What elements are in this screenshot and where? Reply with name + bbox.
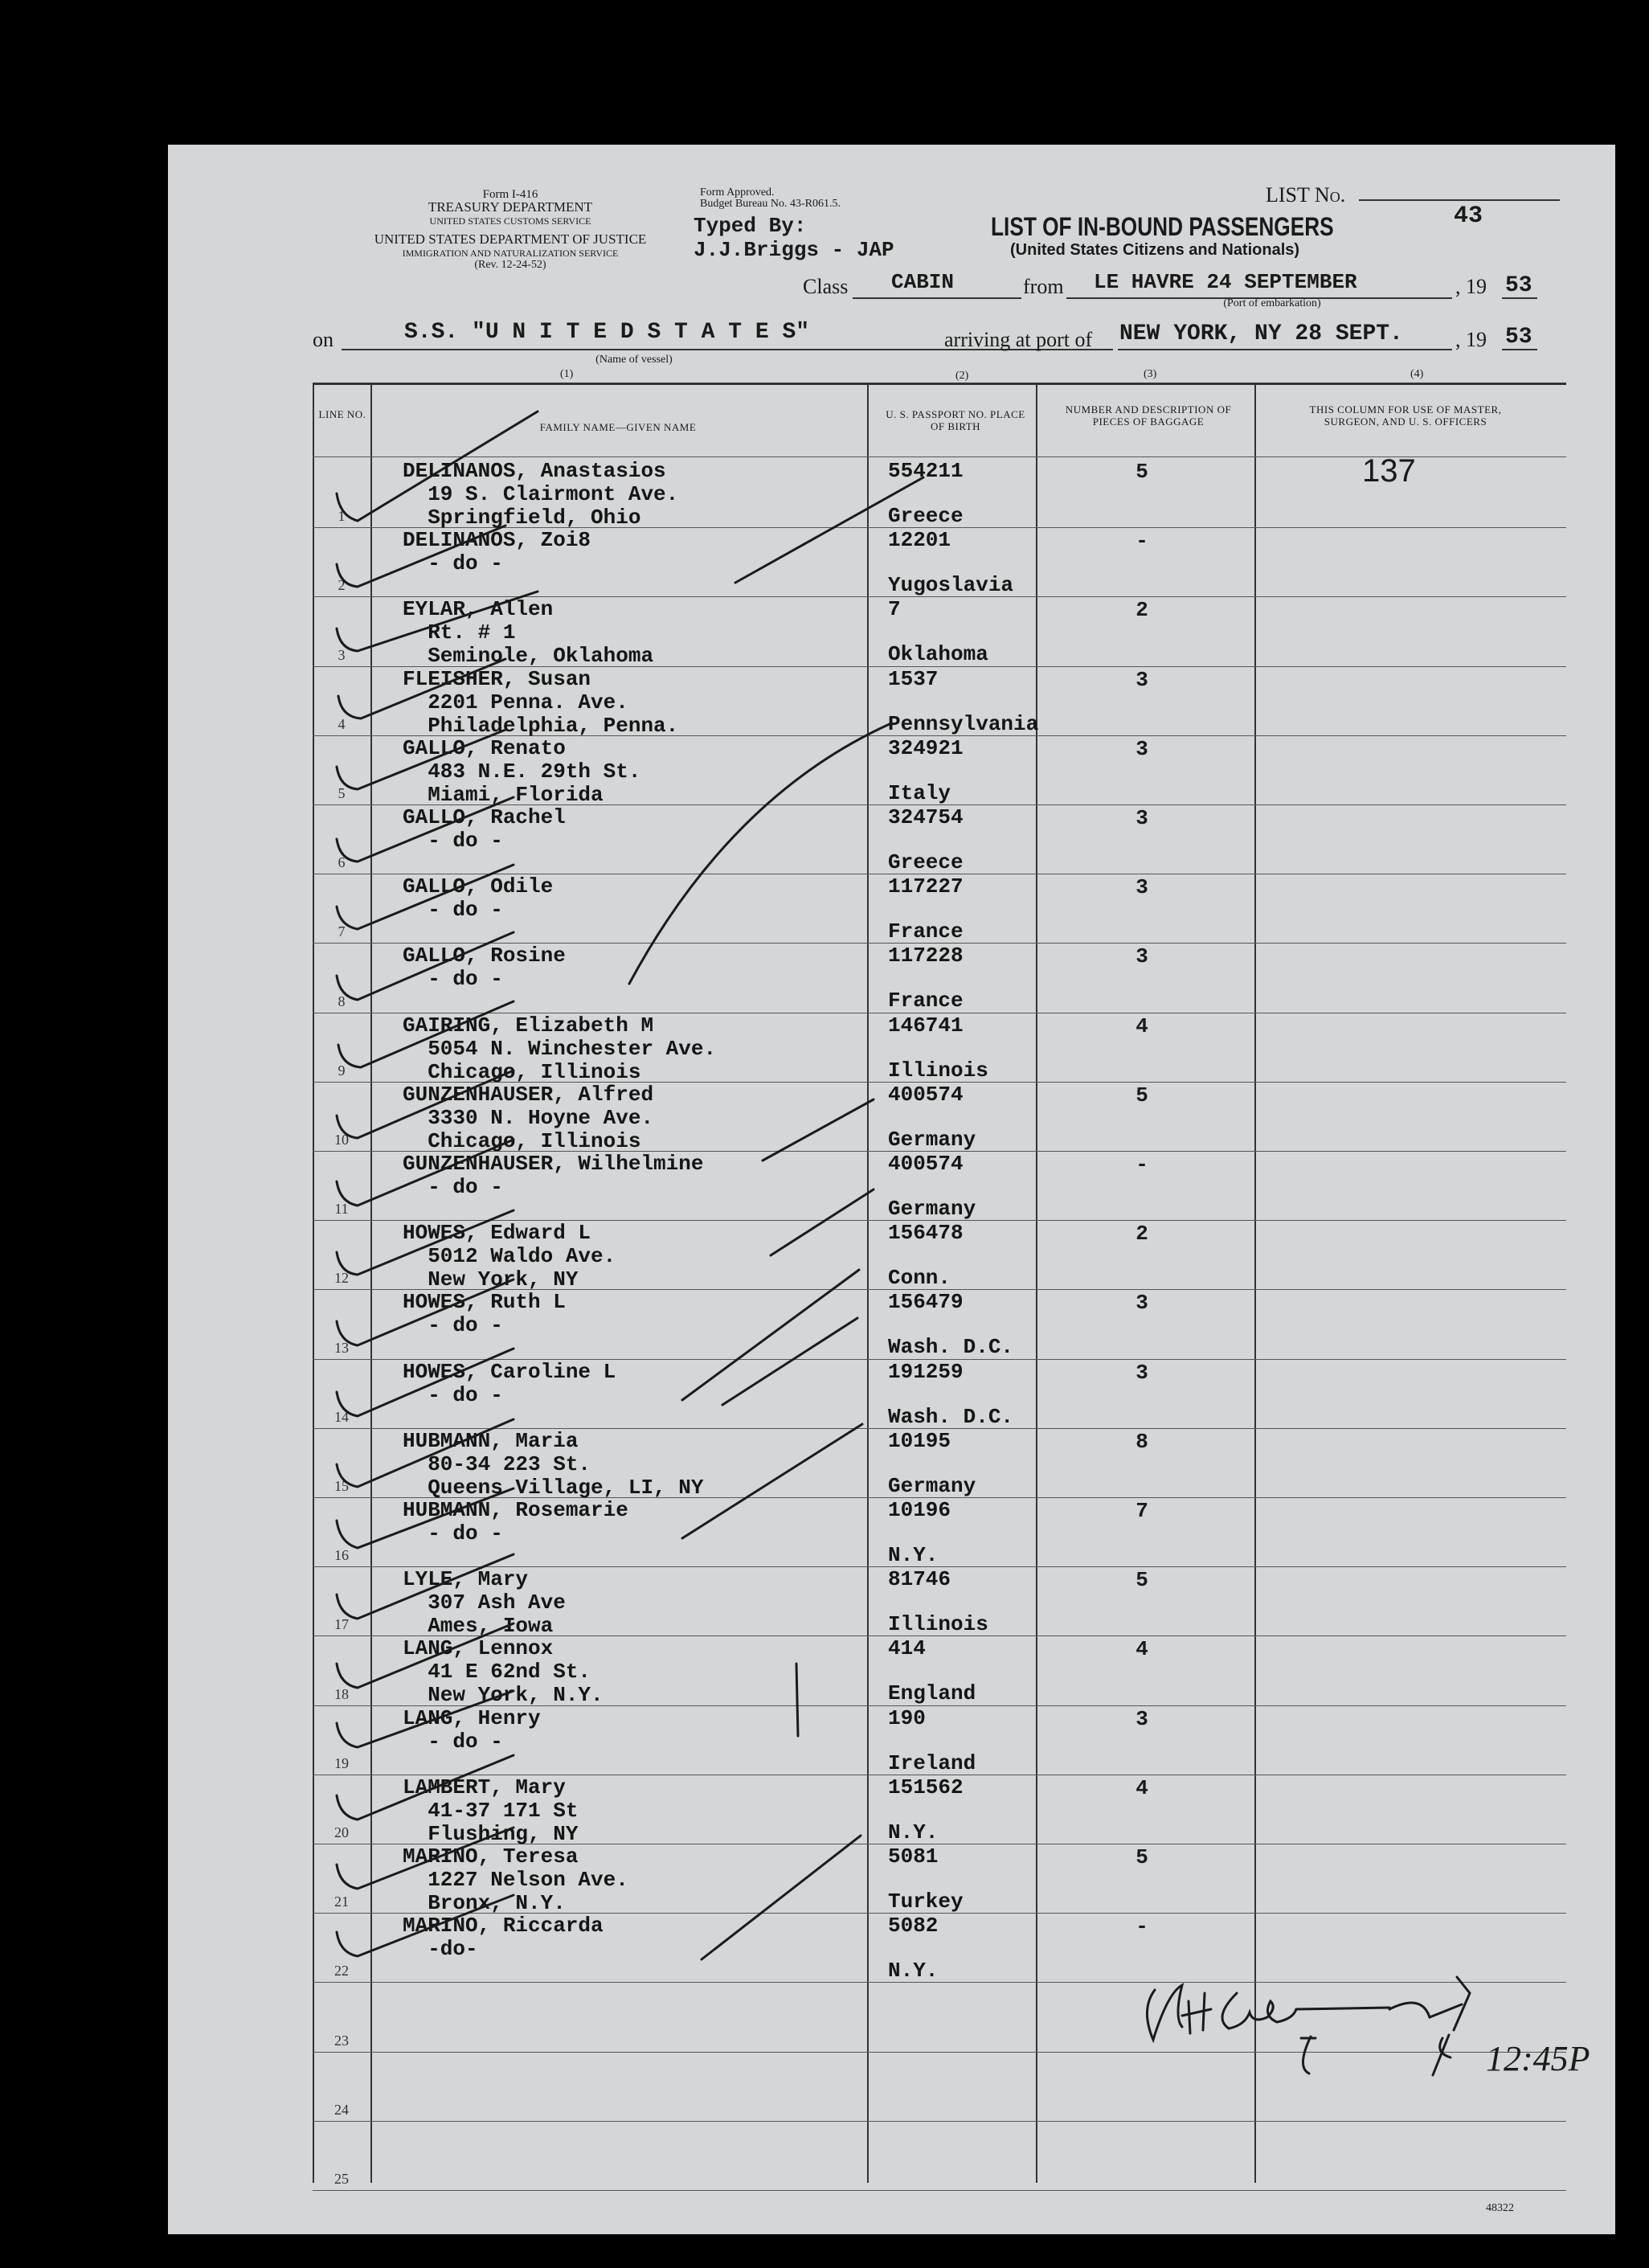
passport-number: 191259 <box>888 1359 964 1384</box>
place-of-birth: N.Y. <box>888 1959 939 1983</box>
line-number: 24 <box>334 2101 349 2118</box>
line-number: 10 <box>334 1132 349 1148</box>
baggage-count: 3 <box>1135 944 1148 969</box>
passport-number: 156478 <box>888 1221 964 1246</box>
line-number: 16 <box>334 1547 349 1564</box>
place-of-birth: Ireland <box>888 1750 976 1775</box>
passenger-name-address: GALLO, Rachel - do - <box>403 805 566 853</box>
year1-prefix: , 19 <box>1455 275 1487 298</box>
form-number: Form I-416 <box>482 188 538 201</box>
passenger-name-address: GAIRING, Elizabeth M 5054 N. Winchester Ave. Chicago, Illinois <box>403 1013 717 1084</box>
typed-by-value: J.J.Briggs - JAP <box>694 238 894 262</box>
from-label: from <box>1023 275 1064 298</box>
baggage-count: 4 <box>1135 1013 1148 1038</box>
manifest-sheet <box>168 145 1615 2234</box>
passport-number: 554211 <box>888 459 964 483</box>
place-of-birth: Germany <box>888 1127 976 1152</box>
baggage-count: 8 <box>1135 1429 1148 1454</box>
passport-number: 7 <box>888 597 901 622</box>
place-of-birth: Illinois <box>888 1612 988 1637</box>
baggage-count: - <box>1135 529 1148 554</box>
line-number: 11 <box>334 1201 349 1218</box>
line-number: 14 <box>334 1408 349 1425</box>
line-number: 25 <box>334 2171 349 2187</box>
passenger-name-address: MARINO, Riccarda -do- <box>403 1914 604 1962</box>
customs-service: UNITED STATES CUSTOMS SERVICE <box>429 215 591 227</box>
budget-bureau: Budget Bureau No. 43-R061.5. <box>700 198 841 210</box>
line-number: 15 <box>334 1478 349 1494</box>
from-value: LE HAVRE 24 SEPTEMBER <box>1094 270 1357 294</box>
baggage-count: 3 <box>1135 736 1148 761</box>
passenger-name-address: HOWES, Caroline L - do - <box>403 1359 616 1407</box>
officer-note: 137 <box>1362 453 1416 489</box>
passenger-name-address: LYLE, Mary 307 Ash Ave Ames, Iowa <box>403 1567 566 1639</box>
baggage-count: 3 <box>1135 667 1148 692</box>
revision: (Rev. 12-24-52) <box>474 259 546 271</box>
passport-number: 117228 <box>888 944 964 968</box>
baggage-count: 3 <box>1135 875 1148 900</box>
arrival-port: NEW YORK, NY 28 SEPT. <box>1119 321 1403 346</box>
signature-time: 12:45P <box>1486 2039 1590 2078</box>
line-number: 5 <box>338 785 346 801</box>
line-number: 7 <box>338 923 346 940</box>
baggage-count: 3 <box>1135 1706 1148 1731</box>
baggage-count: 5 <box>1135 1568 1148 1593</box>
baggage-count: 5 <box>1135 1083 1148 1107</box>
class-label: Class <box>803 275 849 298</box>
line-number: 22 <box>334 1963 349 1979</box>
line-number: 17 <box>334 1616 349 1633</box>
passenger-name-address: GALLO, Renato 483 N.E. 29th St. Miami, Florida <box>403 735 641 807</box>
passenger-name-address: GUNZENHAUSER, Alfred 3330 N. Hoyne Ave. Chicago, Illinois <box>403 1082 654 1153</box>
form-approved: Form Approved. <box>700 186 775 199</box>
baggage-count: 5 <box>1135 1845 1148 1869</box>
passenger-name-address: LAMBERT, Mary 41-37 171 St Flushing, NY <box>403 1775 579 1846</box>
line-number: 20 <box>334 1824 349 1840</box>
line-number: 12 <box>334 1270 349 1287</box>
justice-dept: UNITED STATES DEPARTMENT OF JUSTICE <box>374 231 647 247</box>
place-of-birth: Yugoslavia <box>888 573 1014 598</box>
footer-form-number: 48322 <box>1486 2202 1514 2214</box>
year1-value: 53 <box>1505 273 1532 298</box>
baggage-count: - <box>1135 1914 1148 1939</box>
vessel-name: S.S. "U N I T E D S T A T E S" <box>404 320 810 345</box>
passport-number: 5082 <box>888 1914 939 1938</box>
passport-number: 10195 <box>888 1428 951 1453</box>
baggage-count: 3 <box>1135 806 1148 830</box>
passport-number: 324921 <box>888 735 964 760</box>
passenger-name-address: HOWES, Edward L 5012 Waldo Ave. New York, NY <box>403 1221 616 1292</box>
place-of-birth: Turkey <box>888 1889 964 1914</box>
passport-number: 190 <box>888 1705 926 1730</box>
passport-number: 151562 <box>888 1775 964 1799</box>
class-value: CABIN <box>891 270 955 294</box>
line-number: 13 <box>334 1339 349 1356</box>
passport-number: 10196 <box>888 1498 951 1522</box>
place-of-birth: France <box>888 919 964 944</box>
passport-number: 414 <box>888 1636 926 1661</box>
officers-header: THIS COLUMN FOR USE OF MASTER, SURGEON, AND U. S. OFFICERS <box>1309 403 1502 428</box>
baggage-count: 3 <box>1135 1291 1148 1316</box>
line-number: 4 <box>338 715 346 732</box>
passport-number: 146741 <box>888 1013 964 1038</box>
passenger-name-address: GALLO, Odile - do - <box>403 874 554 923</box>
line-number: 23 <box>334 2032 349 2049</box>
typed-by-label: Typed By: <box>694 214 807 238</box>
col3-number: (3) <box>1144 368 1157 380</box>
treasury-dept: TREASURY DEPARTMENT <box>428 199 593 215</box>
place-of-birth: N.Y. <box>888 1543 939 1567</box>
place-of-birth: Pennsylvania <box>888 711 1039 736</box>
passport-number: 1537 <box>888 666 939 691</box>
place-of-birth: Germany <box>888 1197 976 1221</box>
passenger-name-address: FLEISHER, Susan 2201 Penna. Ave. Philadelphia, Penna. <box>403 666 679 738</box>
passport-number: 5081 <box>888 1844 939 1869</box>
passport-header: U. S. PASSPORT NO. PLACE OF BIRTH <box>886 408 1025 432</box>
place-of-birth: France <box>888 989 964 1013</box>
line-number: 6 <box>338 854 346 871</box>
line-number: 3 <box>338 646 346 663</box>
col1-number: (1) <box>560 368 574 380</box>
passenger-name-address: DELINANOS, Anastasios 19 S. Clairmont Ave. Springfield, Ohio <box>403 459 679 530</box>
passenger-name-address: LANG, Henry - do - <box>403 1705 541 1754</box>
place-of-birth: Wash. D.C. <box>888 1335 1014 1360</box>
baggage-count: 7 <box>1135 1499 1148 1523</box>
passport-number: 12201 <box>888 528 951 553</box>
col2-number: (2) <box>955 370 969 382</box>
vessel-caption: (Name of vessel) <box>595 354 673 366</box>
arriving-label: arriving at port of <box>944 328 1093 351</box>
line-number: 8 <box>338 993 346 1009</box>
list-no-label: LIST No. <box>1266 183 1346 207</box>
form-subtitle: (United States Citizens and Nationals) <box>1010 241 1300 259</box>
baggage-count: 3 <box>1135 1360 1148 1385</box>
place-of-birth: Greece <box>888 850 964 874</box>
list-no-value: 43 <box>1454 203 1483 230</box>
port-embark-caption: (Port of embarkation) <box>1223 297 1321 309</box>
passenger-name-address: GUNZENHAUSER, Wilhelmine - do - <box>403 1152 704 1199</box>
passenger-name-address: HOWES, Ruth L - do - <box>403 1290 566 1338</box>
place-of-birth: Conn. <box>888 1266 951 1291</box>
passenger-name-address: EYLAR, Allen Rt. # 1 Seminole, Oklahoma <box>403 597 654 669</box>
baggage-count: 2 <box>1135 1222 1148 1247</box>
passenger-name-address: HUBMANN, Rosemarie - do - <box>403 1498 628 1545</box>
baggage-count: 5 <box>1135 460 1148 484</box>
passport-number: 400574 <box>888 1082 964 1107</box>
form-title: LIST OF IN-BOUND PASSENGERS <box>991 212 1334 241</box>
passport-number: 156479 <box>888 1290 964 1315</box>
on-label: on <box>313 328 333 351</box>
col4-number: (4) <box>1410 368 1424 380</box>
line-number: 18 <box>334 1685 349 1702</box>
place-of-birth: N.Y. <box>888 1820 939 1844</box>
name-header: FAMILY NAME—GIVEN NAME <box>539 421 697 433</box>
passport-number: 400574 <box>888 1152 964 1176</box>
baggage-count: 4 <box>1135 1637 1148 1662</box>
ins-service: IMMIGRATION AND NATURALIZATION SERVICE <box>402 248 619 259</box>
passenger-name-address: HUBMANN, Maria 80-34 223 St. Queens Village, LI, NY <box>403 1428 704 1500</box>
passenger-name-address: GALLO, Rosine - do - <box>403 944 566 992</box>
passenger-name-address: MARINO, Teresa 1227 Nelson Ave. Bronx, N.Y. <box>403 1844 628 1915</box>
handwritten-marks <box>168 145 1615 2234</box>
baggage-header: NUMBER AND DESCRIPTION OF PIECES OF BAGGAGE <box>1065 403 1232 428</box>
place-of-birth: Italy <box>888 780 951 805</box>
place-of-birth: Oklahoma <box>888 642 988 667</box>
passport-number: 117227 <box>888 874 964 899</box>
place-of-birth: Illinois <box>888 1058 988 1083</box>
line-number: 2 <box>338 577 346 594</box>
year2-prefix: , 19 <box>1455 328 1487 351</box>
place-of-birth: Wash. D.C. <box>888 1404 1014 1429</box>
baggage-count: 4 <box>1135 1775 1148 1800</box>
passenger-name-address: DELINANOS, Zoi8 - do - <box>403 528 591 576</box>
place-of-birth: Germany <box>888 1473 976 1498</box>
place-of-birth: Greece <box>888 504 964 528</box>
baggage-count: 2 <box>1135 598 1148 623</box>
place-of-birth: England <box>888 1681 976 1706</box>
baggage-count: - <box>1135 1152 1148 1177</box>
line-number: 9 <box>338 1062 346 1079</box>
passport-number: 81746 <box>888 1567 951 1592</box>
passport-number: 324754 <box>888 805 964 829</box>
passenger-name-address: LANG, Lennox 41 E 62nd St. New York, N.Y. <box>403 1636 604 1708</box>
year2-value: 53 <box>1505 325 1532 350</box>
line-number: 19 <box>334 1754 349 1771</box>
line-number: 1 <box>338 508 346 525</box>
line-no-header: LINE NO. <box>318 408 366 420</box>
line-number: 21 <box>334 1893 349 1910</box>
